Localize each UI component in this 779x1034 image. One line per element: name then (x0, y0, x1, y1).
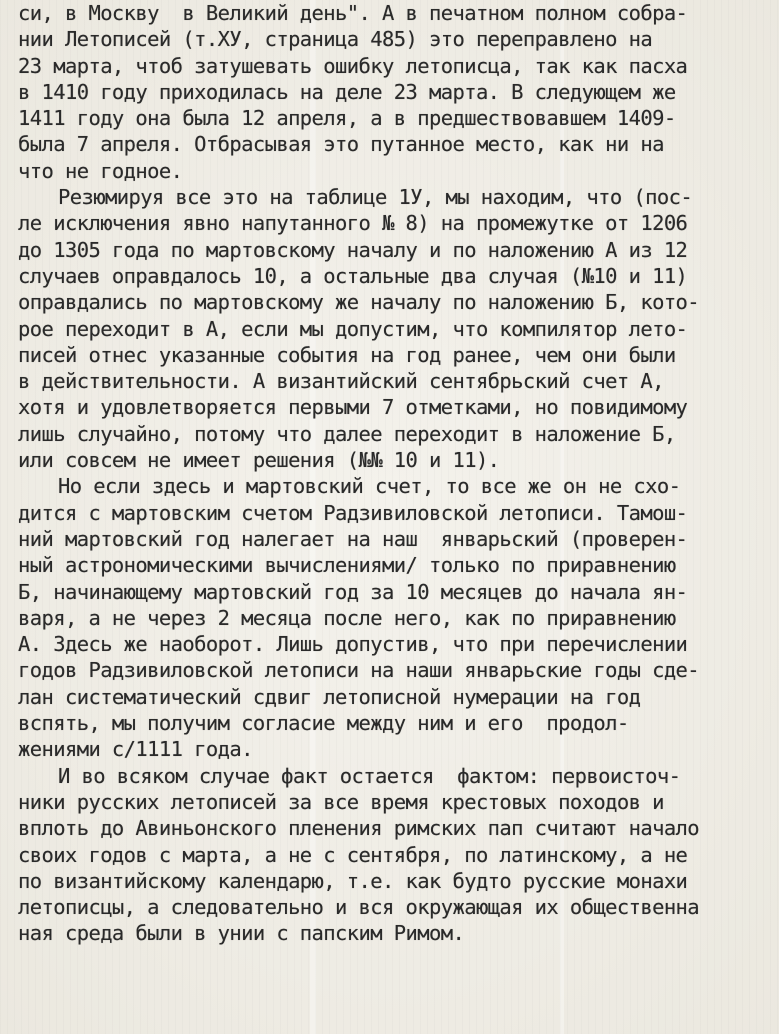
text-line: нии Летописей (т.XУ, страница 485) это переправлено на (18, 27, 653, 52)
text-line: си, в Москву в Великий день". А в печатном полном собра- (18, 1, 688, 25)
text-line: варя, а не через 2 месяца после него, как по приравнению (18, 605, 676, 630)
text-line: оправдались по мартовскому же началу по наложению Б, кото- (18, 290, 700, 315)
text-line: ная среда были в унии с папским Римом. (18, 921, 465, 946)
text-line: ле исключения явно напутанного № 8) на промежутке от 1206 (18, 211, 688, 236)
text-line: ники русских летописей за все время крестовых походов и (18, 789, 664, 814)
text-line: рое переходит в А, если мы допустим, что компилятор лето- (18, 316, 688, 341)
text-line: И во всяком случае факт остается фактом: первоисточ- (58, 763, 681, 788)
text-line: вплоть до Авиньонского пленения римских пап считают начало (18, 816, 700, 841)
text-line: вспять, мы получим согласие между ним и его продол- (18, 711, 629, 736)
text-line: была 7 апреля. Отбрасывая это путанное место, как ни на (18, 132, 664, 157)
text-line: Б, начинающему мартовский год за 10 месяцев до начала ян- (18, 579, 688, 604)
text-line: лан систематический сдвиг летописной нумерации на год (18, 684, 641, 709)
text-line: дится с мартовским счетом Радзивиловской летописи. Тамош- (18, 500, 688, 525)
text-line: до 1305 года по мартовскому началу и по наложению А из 12 (18, 237, 688, 262)
page-text (18, 0, 778, 947)
text-line: хотя и удовлетворяется первыми 7 отметками, но повидимому (18, 395, 688, 420)
text-line: писей отнес указанные события на год ранее, чем они были (18, 342, 676, 367)
text-line: 1411 году она была 12 апреля, а в предшествовавшем 1409- (18, 106, 676, 131)
text-line: ний мартовский год налегает на наш январьский (проверен- (18, 526, 688, 551)
text-line: годов Радзивиловской летописи на наши январьские годы сде- (18, 658, 700, 683)
text-line: ный астрономическими вычислениями/ только по приравнению (18, 553, 676, 578)
text-line: в 1410 году приходилась на деле 23 марта. В следующем же (18, 79, 676, 104)
text-line: жениями с/1111 года. (18, 737, 253, 762)
text-line: что не годное. (18, 158, 183, 183)
text-line: Резюмируя все это на таблице 1У, мы находим, что (пос- (58, 185, 693, 210)
text-line: в действительности. А византийский сентябрьский счет А, (18, 369, 664, 394)
text-line: своих годов с марта, а не с сентября, по латинскому, а не (18, 842, 688, 867)
text-line: А. Здесь же наоборот. Лишь допустив, что при перечислении (18, 632, 688, 657)
text-line: Но если здесь и мартовский счет, то все же он не схо- (58, 474, 681, 499)
text-line: 23 марта, чтоб затушевать ошибку летописца, так как пасха (18, 53, 688, 78)
text-line: лишь случайно, потому что далее переходит в наложение Б, (18, 421, 676, 446)
text-line: по византийскому календарю, т.е. как будто русские монахи (18, 868, 688, 893)
text-line: случаев оправдалось 10, а остальные два случая (№10 и 11) (18, 263, 688, 288)
text-line: летописцы, а следовательно и вся окружающая их общественна (18, 895, 700, 920)
text-line: или совсем не имеет решения (№№ 10 и 11). (18, 448, 500, 473)
